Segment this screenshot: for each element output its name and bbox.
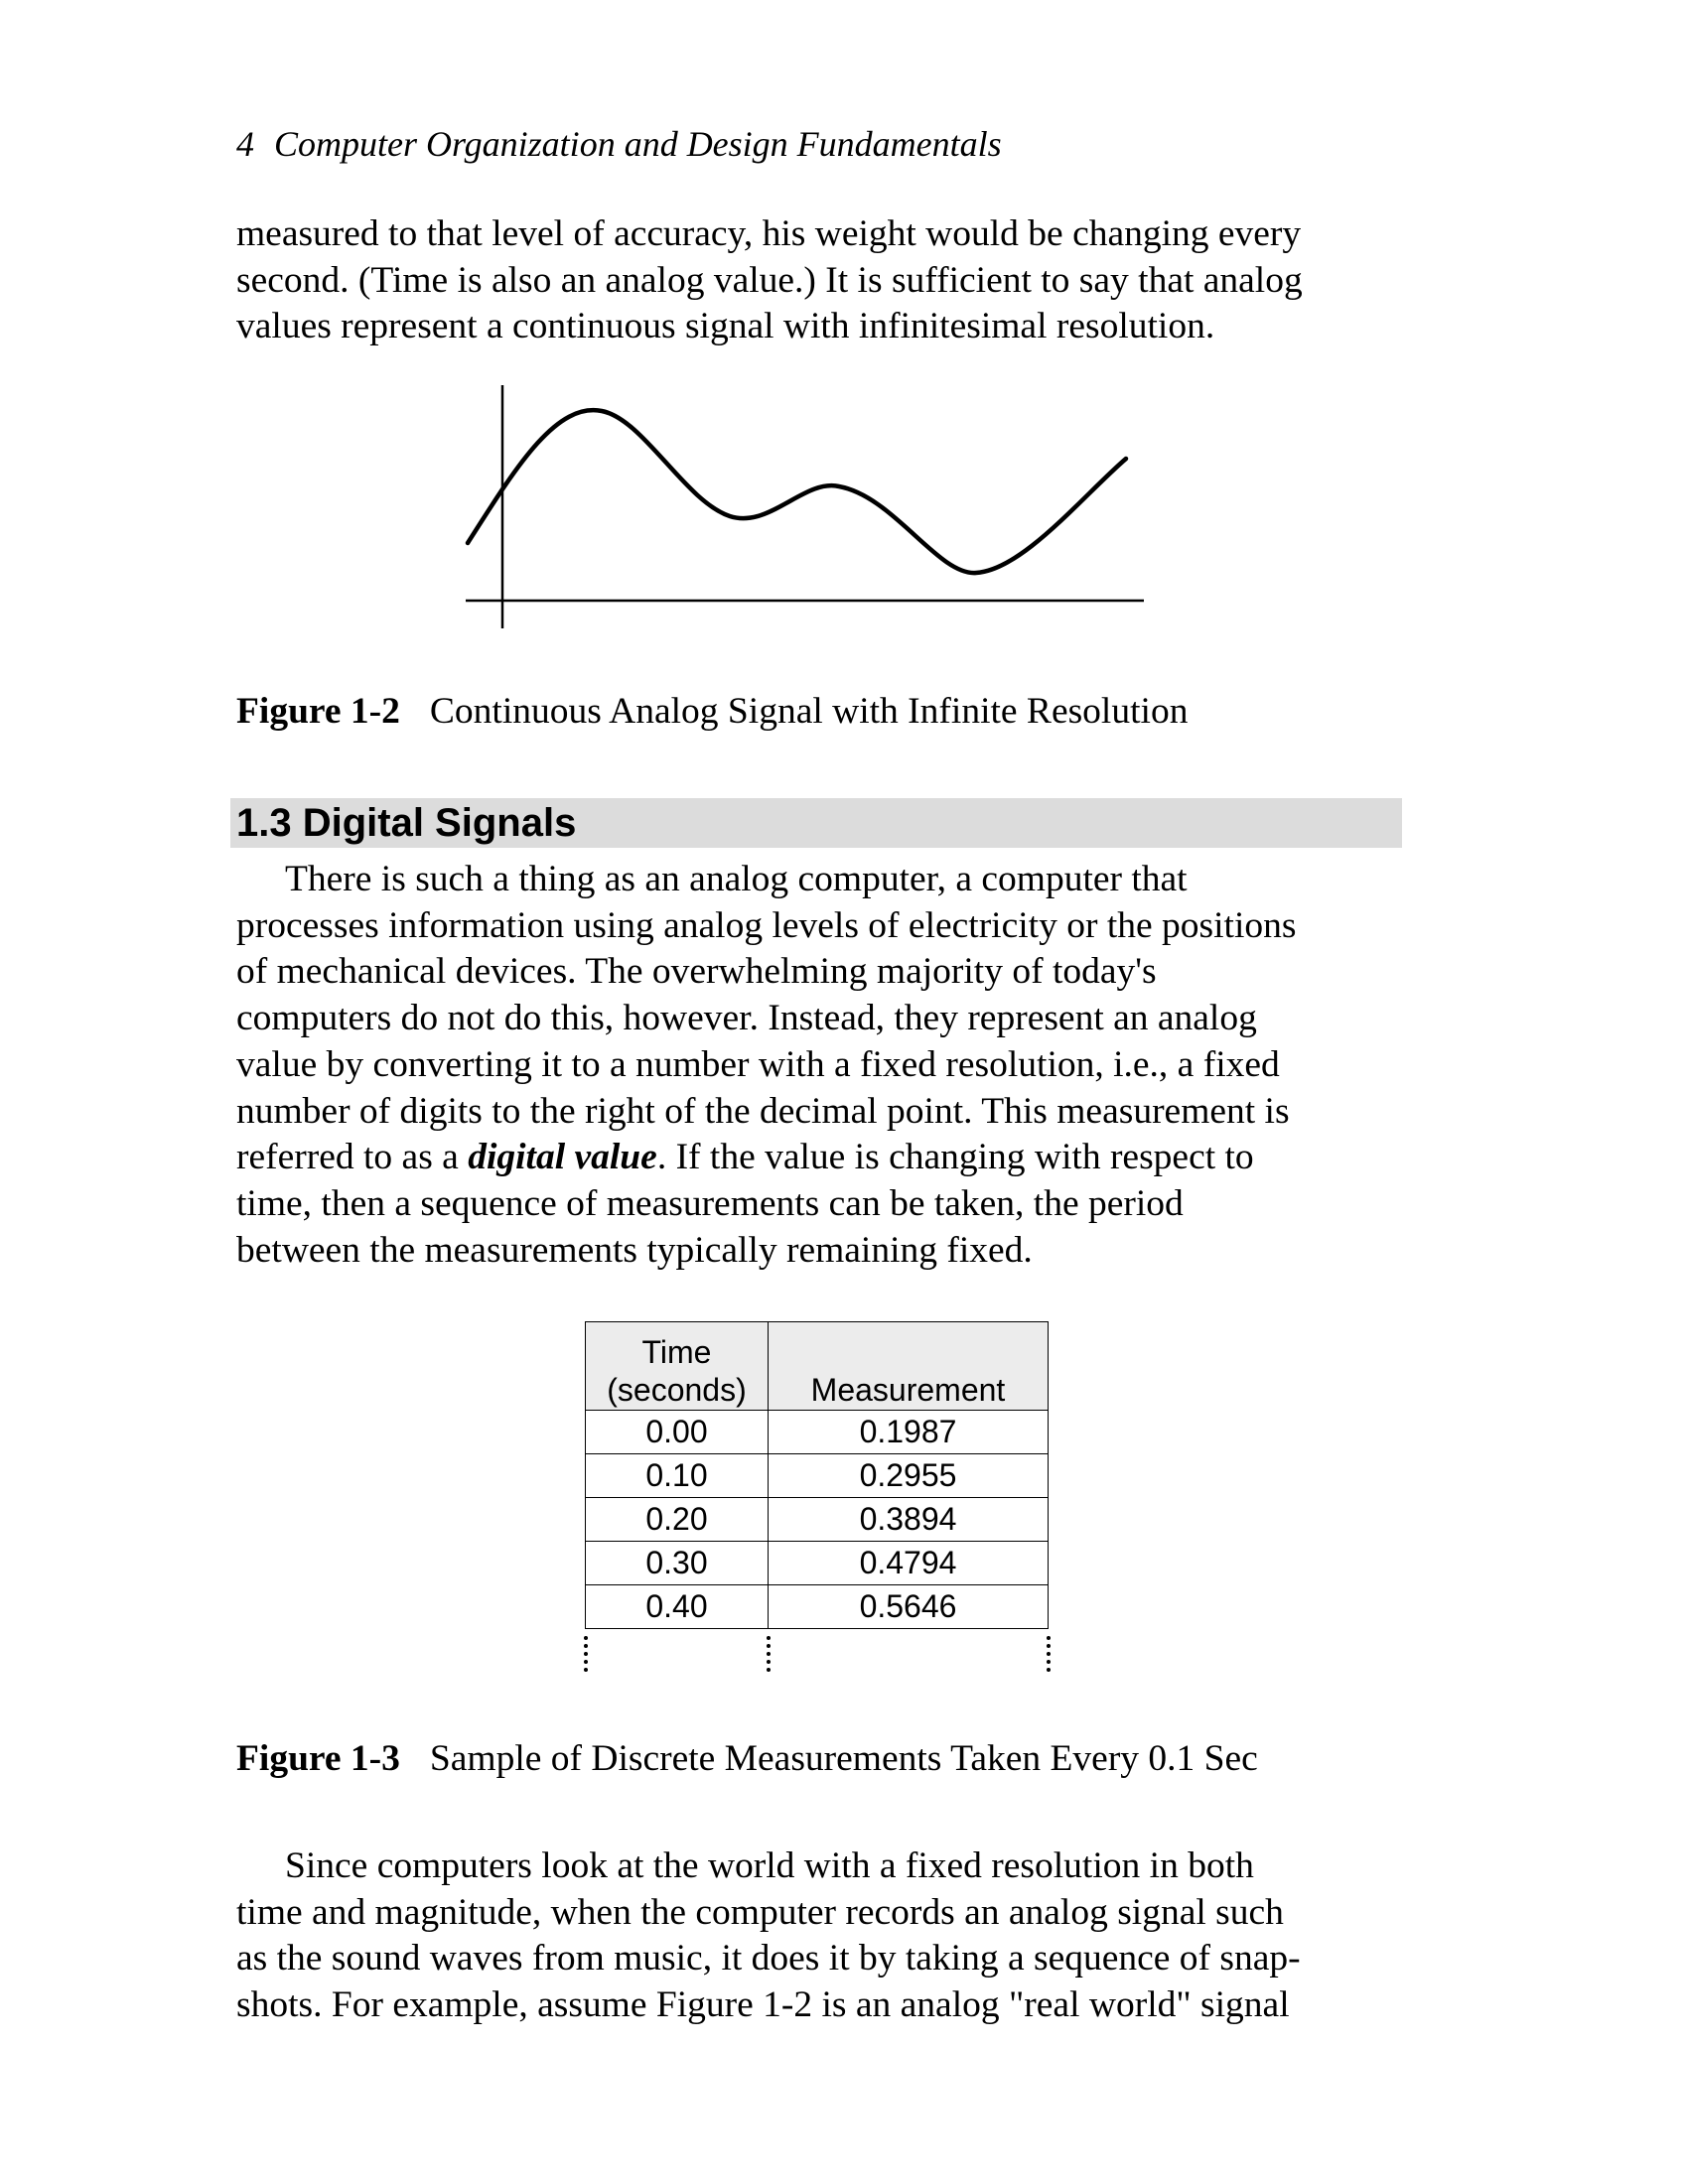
time-cell: 0.40 (586, 1585, 769, 1629)
figure-title: Sample of Discrete Measurements Taken Every 0.1 Sec (429, 1738, 1258, 1779)
text-line: between the measurements typically remaining fixed. (236, 1229, 1033, 1271)
text-line: of mechanical devices. The overwhelming majority of today's (236, 951, 1157, 993)
text-line: processes information using analog levels of electricity or the positions (236, 904, 1297, 946)
table-row (586, 1498, 1049, 1542)
paragraph-snapshots (236, 1843, 1428, 2029)
table-header-row (586, 1322, 1049, 1411)
column-header-time: Time (seconds) (586, 1322, 769, 1411)
text-line: Since computers look at the world with a fixed resolution in both (285, 1845, 1254, 1886)
text-line: time and magnitude, when the computer records an analog signal such (236, 1891, 1284, 1933)
text-line: There is such a thing as an analog computer, a computer that (285, 859, 1188, 899)
measurement-cell: 0.3894 (769, 1498, 1049, 1542)
figure-caption-1-2 (236, 690, 1188, 733)
text-line (236, 1135, 1428, 1181)
time-cell: 0.30 (586, 1542, 769, 1585)
table-row (586, 1542, 1049, 1585)
text-line: value by converting it to a number with a fixed resolution, i.e., a fixed (236, 1043, 1280, 1085)
section-heading: 1.3 Digital Signals (230, 798, 1402, 848)
time-cell: 0.20 (586, 1498, 769, 1542)
analog-waveform-curve (468, 410, 1126, 573)
time-cell: 0.10 (586, 1454, 769, 1498)
figure-label: Figure 1-3 (236, 1738, 400, 1779)
emphasized-term: digital value (468, 1137, 657, 1178)
text-run: referred to as a (236, 1137, 469, 1178)
book-title: Computer Organization and Design Fundamentals (274, 124, 1002, 164)
table-row (586, 1454, 1049, 1498)
text-line: measured to that level of accuracy, his weight would be changing every (236, 213, 1302, 254)
text-line: computers do not do this, however. Instead, they represent an analog (236, 998, 1257, 1039)
continuation-dots (767, 1636, 771, 1672)
text-line: number of digits to the right of the decimal point. This measurement is (236, 1090, 1290, 1132)
measurement-cell: 0.5646 (769, 1585, 1049, 1629)
text-line: shots. For example, assume Figure 1-2 is an analog "real world" signal (236, 1984, 1290, 2026)
text-line: values represent a continuous signal with infinitesimal resolution. (236, 306, 1215, 347)
text-line: time, then a sequence of measurements can be taken, the period (236, 1182, 1184, 1224)
measurement-cell: 0.4794 (769, 1542, 1049, 1585)
figure-label: Figure 1-2 (236, 691, 400, 732)
column-header-measurement: Measurement (769, 1322, 1049, 1411)
time-cell: 0.00 (586, 1411, 769, 1454)
continuation-dots (584, 1636, 588, 1672)
figure-caption-1-3 (236, 1737, 1258, 1780)
figure-title: Continuous Analog Signal with Infinite Resolution (429, 691, 1189, 732)
measurement-cell: 0.2955 (769, 1454, 1049, 1498)
text-run: . If the value is changing with respect to (656, 1137, 1254, 1178)
table-row (586, 1411, 1049, 1454)
text-line: second. (Time is also an analog value.) It is sufficient to say that analog (236, 259, 1303, 301)
table-row (586, 1585, 1049, 1629)
continuation-dots (1047, 1636, 1051, 1672)
measurement-table (585, 1321, 1049, 1629)
text-line: as the sound waves from music, it does it by taking a sequence of snap- (236, 1938, 1301, 1979)
measurement-cell: 0.1987 (769, 1411, 1049, 1454)
page-number: 4 (236, 124, 254, 164)
paragraph-digital-signals (236, 857, 1428, 1274)
